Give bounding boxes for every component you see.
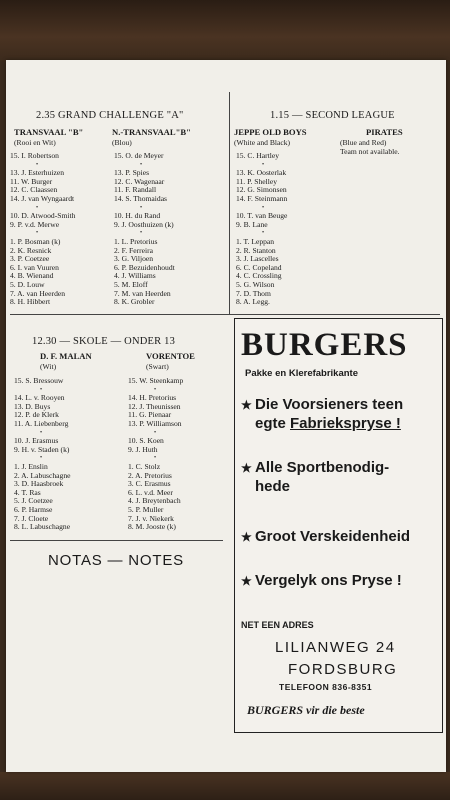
ad-bullet-2-line-1: Alle Sportbenodig- [255,459,390,476]
team-name: N.-TRANSVAAL"B" [112,127,191,137]
player-entry: 2. F. Ferreira [114,245,154,255]
player-entry: 13. P. Williamson [128,418,182,428]
section-divider-top [10,314,440,315]
player-list-transvaal-b [10,152,75,307]
team-name: TRANSVAAL "B" [14,127,84,137]
player-entry: 12. J. Theunissen [128,401,181,411]
player-entry: 10. J. Erasmus [14,436,59,446]
player-entry: 15. I. Robertson [10,151,59,160]
separator-dot: • [154,386,157,393]
player-entry: 9. P. v.d. Merwe [10,219,60,229]
wood-background-bottom [0,772,450,800]
burgers-advertisement [234,318,443,733]
player-entry: 7. J. v. Niekerk [128,513,174,523]
team-name: VORENTOE [146,351,195,361]
player-entry: 8. M. Jooste (k) [128,522,176,532]
team-transvaal-b [14,128,83,147]
player-entry: 14. H. Pretorius [128,393,177,403]
player-entry: 11. G. Pienaar [128,410,172,420]
separator-dot: • [262,230,265,237]
ad-bullet-3-text: Groot Verskeidenheid [255,528,411,545]
team-n-transvaal-b [112,128,191,147]
team-name: D. F. MALAN [40,351,92,361]
player-entry: 12. P. de Klerk [14,410,59,420]
ad-bullet-1-line-1: Die Voorsieners teen [255,396,404,413]
team-colors: (White and Black) [234,137,291,147]
player-entry: 6. P. Harmse [14,504,53,514]
player-entry: 13. D. Buys [14,401,51,411]
separator-dot: • [262,204,265,211]
player-entry: 5. P. Muller [128,504,164,514]
notes-title: NOTAS — NOTES [48,552,184,569]
team-colors: (Blue and Red) [340,137,387,147]
separator-dot: • [36,230,39,237]
team-colors: (Wit) [40,361,57,371]
team-pirates [340,128,403,157]
player-entry: 2. A. Labuschagne [14,470,71,480]
player-list-df-malan [14,377,71,532]
player-entry: 10. T. van Beuge [236,211,288,221]
separator-dot: • [140,161,143,168]
player-entry: 8. A. Legg. [236,297,270,307]
separator-dot: • [36,204,39,211]
separator-dot: • [140,230,143,237]
separator-dot: • [40,386,43,393]
player-entry: 15. O. de Meyer [114,151,164,160]
ad-slogan: BURGERS vir die beste [247,703,365,717]
player-entry: 5. D. Louw [10,279,45,289]
player-entry: 6. C. Copeland [236,262,282,272]
ad-phone: TELEFOON 836-8351 [279,682,373,692]
player-entry: 2. K. Resnick [10,245,52,255]
separator-dot: • [154,429,157,436]
player-entry: 12. C. Wagenaar [114,176,165,186]
star-icon: ★ [241,461,252,475]
player-entry: 14. J. van Wyngaardt [10,193,75,203]
ad-bullet-3 [241,527,410,547]
separator-dot: • [262,161,265,168]
player-entry: 5. M. Eloff [114,279,148,289]
player-entry: 10. H. du Rand [114,211,161,221]
player-list-vorentoe [128,377,183,532]
separator-dot: • [140,204,143,211]
player-entry: 6. I. van Vuuren [10,262,59,272]
team-colors: (Swart) [146,361,169,371]
player-entry: 7. D. Thom [236,288,271,298]
ad-city: FORDSBURG [288,661,398,678]
player-entry: 13. P. Spies [114,168,150,178]
player-entry: 12. G. Simonsen [236,185,287,195]
player-entry: 15. W. Steenkamp [128,376,184,385]
player-entry: 9. J. Oosthuizen (k) [114,219,174,229]
second-league-header: 1.15 — SECOND LEAGUE [270,110,395,121]
player-entry: 4. T. Ras [14,487,41,497]
player-entry: 15. S. Bressouw [14,376,64,385]
player-entry: 2. R. Stanton [236,245,276,255]
player-entry: 3. P. Coetzee [10,254,50,264]
player-entry: 14. L. v. Rooyen [14,393,65,403]
player-entry: 1. L. Pretorius [114,236,158,246]
player-entry: 2. A. Pretorius [128,470,172,480]
player-entry: 4. J. Williams [114,271,156,281]
player-entry: 10. D. Atwood-Smith [10,211,76,221]
player-entry: 1. J. Enslin [14,461,48,471]
player-entry: 8. H. Hibbert [10,297,51,307]
player-entry: 12. C. Claassen [10,185,58,195]
section-divider-left [10,540,223,541]
ad-subtitle: Pakke en Klerefabrikante [245,368,359,379]
player-entry: 14. S. Thomaidas [114,193,168,203]
player-entry: 11. F. Randall [114,185,157,195]
player-entry: 9. B. Lane [236,219,268,229]
player-entry: 8. K. Grobler [114,297,155,307]
ad-bullet-4 [241,571,402,591]
player-entry: 1. T. Leppan [236,236,275,246]
team-df-malan [40,352,92,371]
player-entry: 7. J. Cloete [14,513,49,523]
ad-bullet-1-line-2b: Fabriekspryse ! [290,415,401,432]
separator-dot: • [36,161,39,168]
team-name: JEPPE OLD BOYS [234,127,307,137]
ad-address-label: NET EEN ADRES [241,620,314,630]
ad-title: BURGERS [241,327,408,363]
ad-bullet-2-line-2: hede [255,478,291,495]
player-entry: 10. S. Koen [128,436,164,446]
skole-header: 12.30 — SKOLE — ONDER 13 [32,336,176,347]
column-divider-top [229,92,230,314]
player-entry: 7. M. van Heerden [114,288,171,298]
team-vorentoe [146,352,195,371]
player-entry: 3. J. Lascelles [236,254,279,264]
star-icon: ★ [241,574,252,588]
team-name: PIRATES [366,127,403,137]
wood-background-top [0,0,450,62]
separator-dot: • [40,455,43,462]
player-entry: 9. H. v. Staden (k) [14,444,70,454]
player-entry: 3. C. Erasmus [128,479,171,489]
player-entry: 6. L. v.d. Meer [128,487,173,497]
separator-dot: • [40,429,43,436]
ad-bullet-4-text: Vergelyk ons Pryse ! [255,572,402,589]
team-colors: (Rooi en Wit) [14,137,56,147]
player-entry: 4. J. Breytenbach [128,496,181,506]
player-entry: 6. P. Bezuidenhoudt [114,262,175,272]
player-list-jeppe-old-boys [236,152,287,307]
player-entry: 1. C. Stolz [128,461,161,471]
star-icon: ★ [241,398,252,412]
star-icon: ★ [241,530,252,544]
ad-bullet-1 [241,395,403,433]
ad-bullet-1-line-2a: egte [255,415,291,432]
player-entry: 3. D. Haasbroek [14,479,64,489]
team-not-available-note: Team not available. [340,147,400,156]
player-entry: 14. F. Steinmann [236,193,288,203]
player-entry: 11. P. Shelley [236,176,278,186]
team-jeppe-old-boys [234,128,307,147]
player-entry: 5. J. Coetzee [14,496,53,506]
player-entry: 8. L. Labuschagne [14,522,71,532]
player-entry: 15. C. Hartley [236,151,280,160]
player-entry: 7. A. van Heerden [10,288,66,298]
player-entry: 13. K. Oosterlak [236,168,287,178]
player-entry: 3. G. Viljoen [114,254,154,264]
player-list-n-transvaal-b [114,152,175,307]
player-entry: 11. W. Burger [10,176,53,186]
player-entry: 13. J. Esterhuizen [10,168,64,178]
player-entry: 9. J. Huth [128,444,158,454]
player-entry: 5. G. Wilson [236,279,275,289]
player-entry: 1. P. Bosman (k) [10,236,61,246]
ad-street: LILIANWEG 24 [275,639,396,656]
ad-bullet-2 [241,458,389,496]
player-entry: 4. C. Crossling [236,271,282,281]
team-colors: (Blou) [112,137,132,147]
separator-dot: • [154,455,157,462]
player-entry: 4. B. Wienand [10,271,54,281]
player-entry: 11. A. Liebenberg [14,418,69,428]
grand-challenge-header: 2.35 GRAND CHALLENGE "A" [36,110,184,121]
